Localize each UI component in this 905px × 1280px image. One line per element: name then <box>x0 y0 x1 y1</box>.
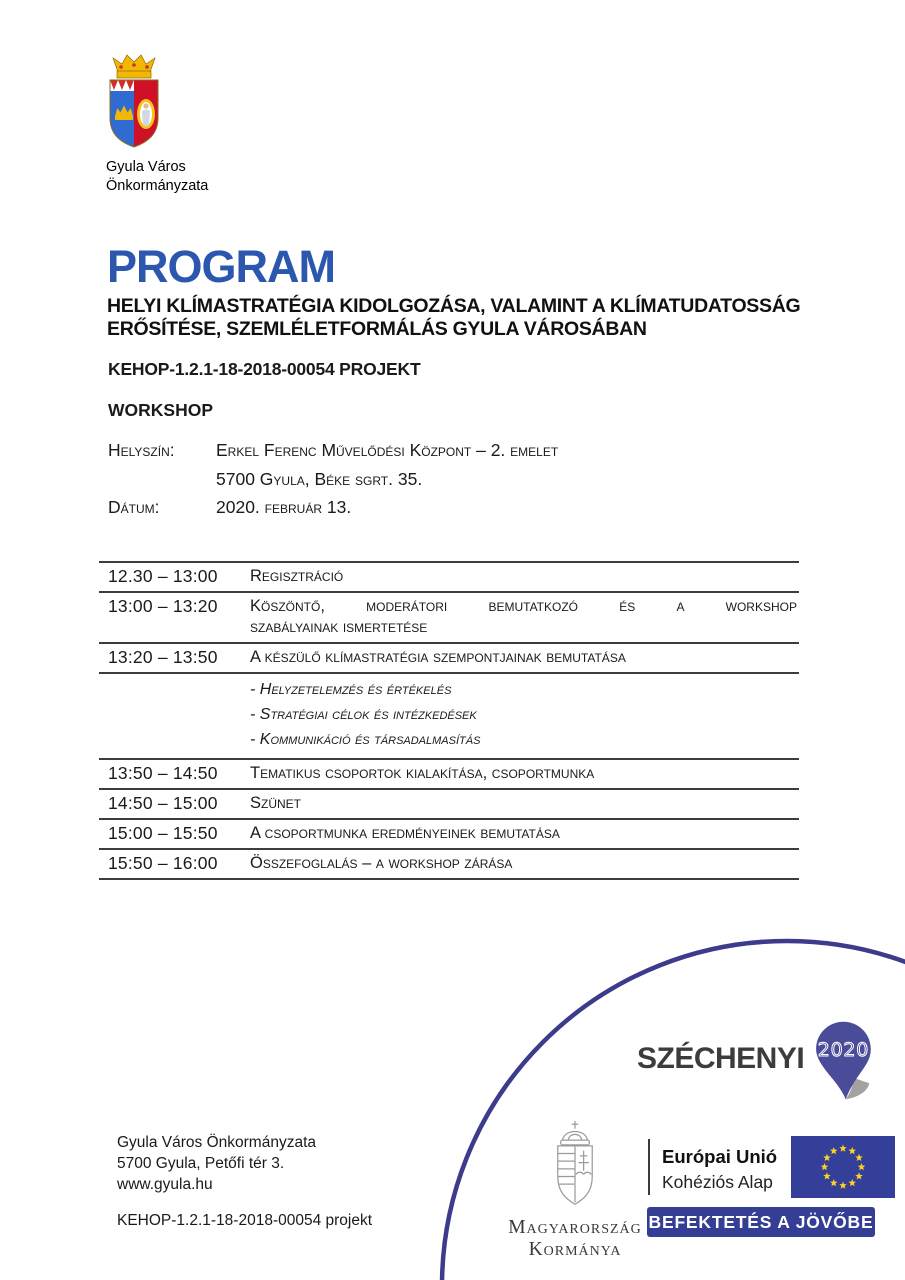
subtitle-line2: ERŐSÍTÉSE, SZEMLÉLETFORMÁLÁS GYULA VÁROSÁBAN <box>107 318 647 341</box>
schedule-activity <box>250 596 799 638</box>
header-org-logo <box>106 52 208 196</box>
event-type-heading: WORKSHOP <box>108 400 213 420</box>
government-logo <box>500 1120 650 1261</box>
schedule-subitem: - Kommunikáció és társadalmasítás <box>250 731 481 748</box>
government-name-line2: Kormánya <box>528 1238 622 1260</box>
schedule-time: 14:50 – 15:00 <box>108 793 218 813</box>
venue-block <box>108 436 558 522</box>
venue-empty-cell <box>108 465 216 494</box>
schedule-activity: A csoportmunka eredményeinek bemutatása <box>250 824 560 842</box>
page-title: PROGRAM <box>107 241 335 292</box>
schedule-row-subitems <box>99 672 799 758</box>
footer-address-block <box>117 1132 372 1231</box>
project-heading: KEHOP-1.2.1-18-2018-00054 PROJEKT <box>108 359 421 379</box>
schedule-activity-line2: szabályainak ismertetése <box>250 618 428 636</box>
header-org-name-line2: Önkormányzata <box>106 178 209 195</box>
footer-address: 5700 Gyula, Petőfi tér 3. <box>117 1155 285 1172</box>
schedule-row <box>99 591 799 642</box>
schedule-activity: A készülő klímastratégia szempontjainak bemutatása <box>250 648 626 666</box>
schedule-activity <box>250 677 799 752</box>
szechenyi-logo-year: 2020 <box>817 1038 870 1061</box>
header-org-name-line1: Gyula Város <box>106 159 186 175</box>
venue-location-line1: Erkel Ferenc Művelődési Központ – 2. emelet <box>216 440 559 460</box>
schedule-time <box>99 677 250 752</box>
szechenyi-logo-text: SZÉCHENYI <box>637 1042 805 1075</box>
schedule-table <box>99 561 799 880</box>
schedule-time: 15:00 – 15:50 <box>108 823 218 843</box>
eu-label-line1: Európai Unió <box>662 1146 778 1167</box>
szechenyi-2020-pin-icon <box>810 1020 886 1104</box>
venue-date-label: Dátum: <box>108 497 160 517</box>
schedule-subitem: - Helyzetelemzés és értékelés <box>250 681 452 698</box>
schedule-row <box>99 818 799 848</box>
schedule-activity-line1: Köszöntő, moderátori bemutatkozó és a workshop <box>250 597 797 615</box>
footer-project-id: KEHOP-1.2.1-18-2018-00054 projekt <box>117 1212 373 1229</box>
schedule-activity: Összefoglalás – a workshop zárása <box>250 854 513 872</box>
schedule-row <box>99 788 799 818</box>
schedule-row <box>99 758 799 788</box>
subtitle-line1: HELYI KLÍMASTRATÉGIA KIDOLGOZÁSA, VALAMINT A KLÍMATUDATOSSÁG <box>107 295 801 317</box>
government-name-line1: Magyarország <box>508 1217 642 1238</box>
footer-divider-bar <box>648 1139 650 1195</box>
schedule-time: 12.30 – 13:00 <box>108 566 218 586</box>
schedule-activity: Tematikus csoportok kialakítása, csoportmunka <box>250 764 595 782</box>
schedule-row <box>99 561 799 591</box>
schedule-time: 15:50 – 16:00 <box>108 853 218 873</box>
venue-location-line2: 5700 Gyula, Béke sgrt. 35. <box>216 468 423 489</box>
schedule-activity: Szünet <box>250 794 302 812</box>
schedule-time: 13:50 – 14:50 <box>108 763 218 783</box>
eu-label-line2: Kohéziós Alap <box>662 1171 773 1192</box>
schedule-row <box>99 848 799 878</box>
schedule-subitem: - Stratégiai célok és intézkedések <box>250 706 477 723</box>
venue-date-value: 2020. február 13. <box>216 497 352 517</box>
footer-website: www.gyula.hu <box>117 1176 213 1193</box>
venue-location-label: Helyszín: <box>108 440 175 460</box>
eu-label-block <box>662 1144 777 1194</box>
gyula-coat-of-arms-icon <box>106 52 162 148</box>
schedule-row <box>99 642 799 672</box>
investment-banner: BEFEKTETÉS A JÖVŐBE <box>647 1207 875 1237</box>
schedule-time: 13:00 – 13:20 <box>108 596 218 616</box>
footer-org-name: Gyula Város Önkormányzata <box>117 1134 317 1151</box>
schedule-activity: Regisztráció <box>250 567 344 585</box>
eu-flag-icon <box>791 1136 895 1198</box>
schedule-time: 13:20 – 13:50 <box>108 647 218 667</box>
szechenyi-2020-logo <box>637 1020 886 1104</box>
hungary-coat-of-arms-icon <box>544 1120 606 1210</box>
